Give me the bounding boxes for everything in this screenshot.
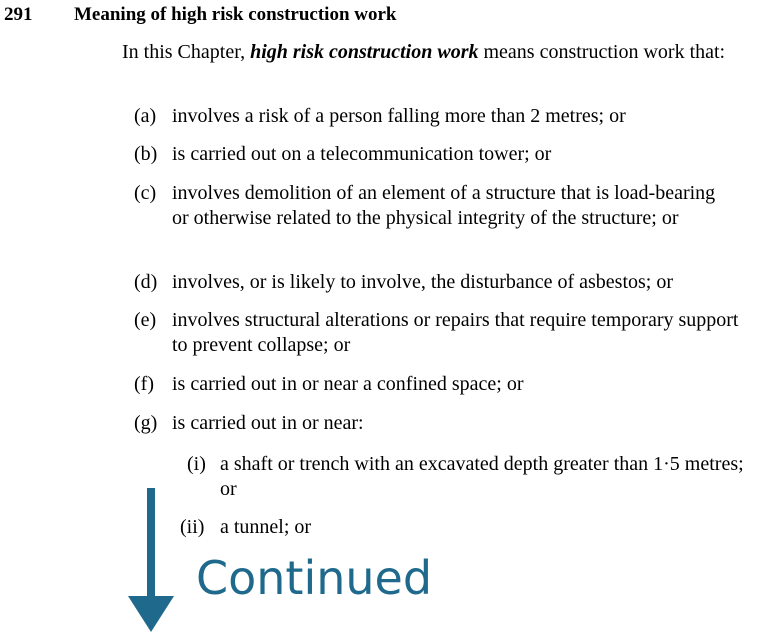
paragraph-label: (d) xyxy=(134,271,158,293)
paragraph-text: is carried out in or near: xyxy=(172,412,364,434)
paragraph-label: (c) xyxy=(134,182,157,204)
continued-label: Continued xyxy=(196,551,433,605)
paragraph-e xyxy=(134,308,754,358)
paragraph-text: involves, or is likely to involve, the disturbance of asbestos; or xyxy=(172,271,674,293)
intro-text-after: means construction work that: xyxy=(478,41,726,63)
subparagraph-text: a tunnel; or xyxy=(220,516,312,538)
defined-term: high risk construction work xyxy=(250,41,479,63)
paragraph-label: (a) xyxy=(134,105,157,127)
paragraph-label: (g) xyxy=(134,412,158,434)
paragraph-text: is carried out on a telecommunication tower; or xyxy=(172,143,552,165)
subparagraph-label: (ii) xyxy=(180,516,205,538)
paragraph-text: involves a risk of a person falling more than 2 metres; or xyxy=(172,105,626,127)
paragraph-label: (b) xyxy=(134,143,158,165)
intro-text-before: In this Chapter, xyxy=(122,41,251,63)
paragraph-text: involves demolition of an element of a structure that is load-bearing or otherwise related to the physical integrity of the structure; or xyxy=(172,182,716,229)
paragraph-text: involves structural alterations or repairs that require temporary support to prevent collapse; or xyxy=(172,309,739,356)
section-heading: Meaning of high risk construction work xyxy=(74,4,397,25)
subparagraph-label: (i) xyxy=(187,453,206,475)
section-number: 291 xyxy=(4,4,33,25)
paragraph-d xyxy=(134,270,754,295)
subparagraph-ii xyxy=(180,515,754,540)
intro-paragraph xyxy=(122,40,752,65)
paragraph-label: (f) xyxy=(134,373,154,395)
paragraph-c xyxy=(134,181,754,256)
paragraph-b xyxy=(134,142,754,167)
paragraph-label: (e) xyxy=(134,309,157,331)
paragraph-g xyxy=(134,411,754,436)
arrow-down-icon xyxy=(126,488,176,634)
subparagraph-i xyxy=(180,452,754,502)
subparagraph-text: a shaft or trench with an excavated depth greater than 1·5 metres; or xyxy=(220,453,744,500)
paragraph-text: is carried out in or near a confined space; or xyxy=(172,373,524,395)
paragraph-a xyxy=(134,104,754,129)
paragraph-f xyxy=(134,372,754,397)
